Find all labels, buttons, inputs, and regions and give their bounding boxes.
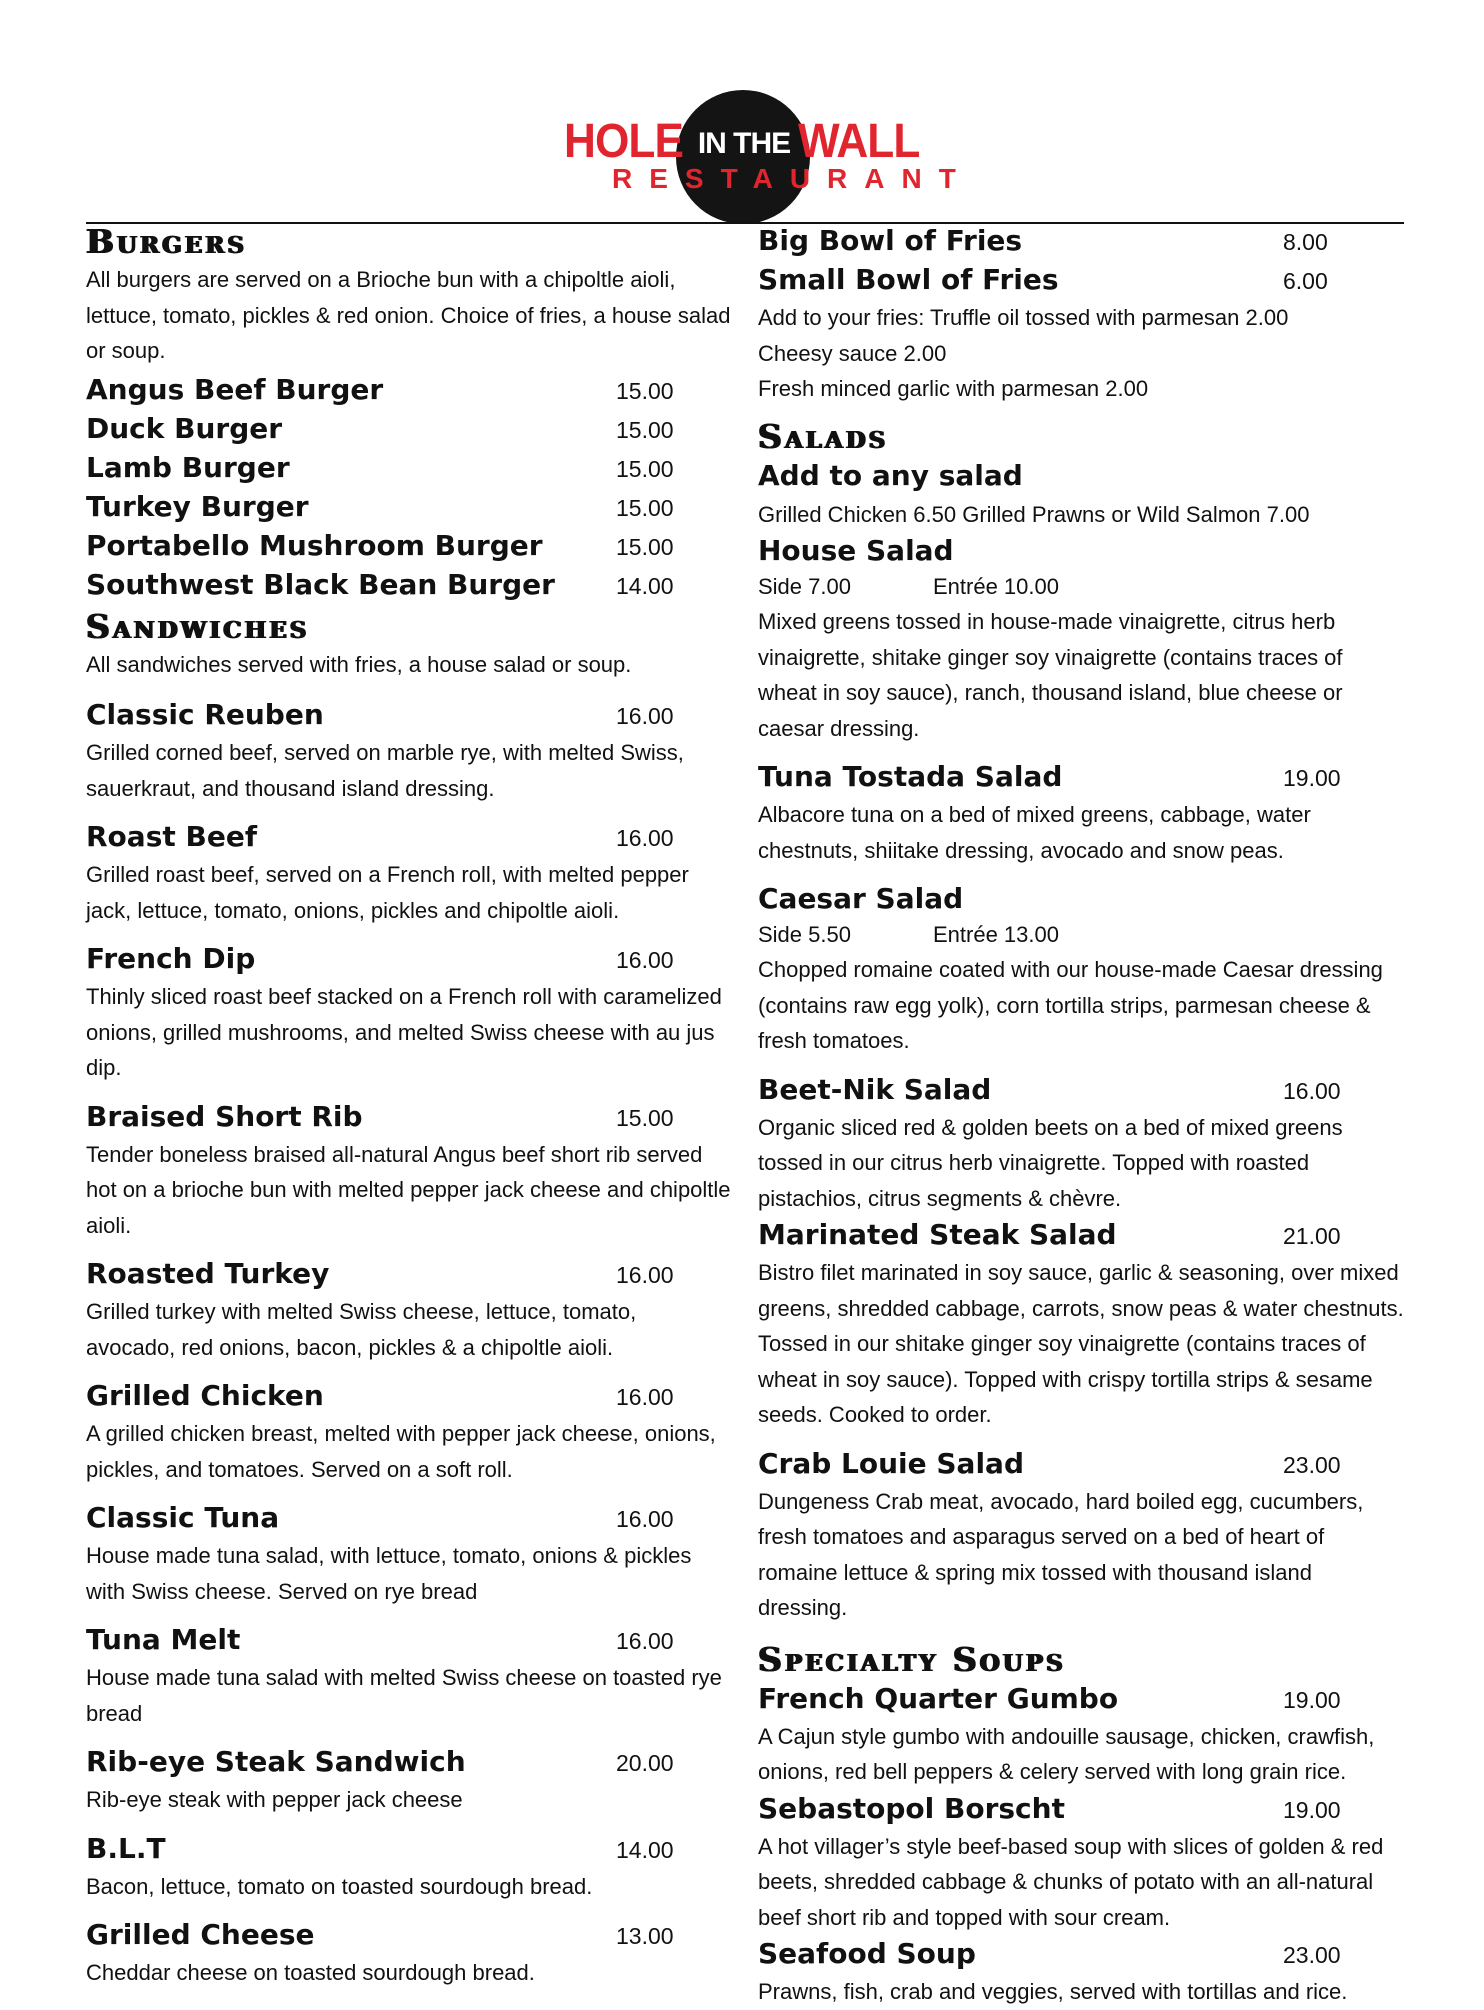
menu-item-small-bowl-of-fries bbox=[758, 261, 1406, 300]
menu-item-angus-beef-burger bbox=[86, 371, 731, 410]
item-price: 16.00 bbox=[616, 1506, 674, 1532]
fries-addon: Add to your fries: Truffle oil tossed with parmesan 2.00 bbox=[758, 305, 1289, 330]
item-name: Roasted Turkey bbox=[86, 1257, 330, 1290]
menu-item-house-salad bbox=[758, 532, 1406, 746]
menu-item-tuna-melt bbox=[86, 1621, 731, 1731]
item-name: Roast Beef bbox=[86, 820, 257, 853]
specialty-soups-section bbox=[758, 1640, 1406, 2010]
logo-word-hole: HOLE bbox=[564, 115, 683, 168]
item-name: Braised Short Rib bbox=[86, 1099, 363, 1133]
item-description: Chopped romaine coated with our house-made Caesar dressing (contains raw egg yolk), corn tortilla strips, parmesan cheese & fresh tomatoes. bbox=[758, 957, 1383, 1053]
fries-section bbox=[758, 222, 1406, 407]
item-description: Grilled roast beef, served on a French roll, with melted pepper jack, lettuce, tomato, onions, pickles and chipoltle aioli. bbox=[86, 862, 689, 923]
item-name: Classic Tuna bbox=[86, 1501, 280, 1534]
item-name: Grilled Cheese bbox=[86, 1918, 315, 1951]
item-description: Albacore tuna on a bed of mixed greens, cabbage, water chestnuts, shiitake dressing, avocado and snow peas. bbox=[758, 802, 1311, 863]
sandwiches-section bbox=[86, 607, 731, 1991]
item-entree-price: Entrée 10.00 bbox=[933, 574, 1059, 599]
item-price: 8.00 bbox=[1283, 229, 1328, 255]
menu-item-southwest-black-bean-burger bbox=[86, 566, 731, 605]
item-name: House Salad bbox=[758, 534, 954, 567]
item-price: 6.00 bbox=[1283, 268, 1328, 294]
menu-item-rib-eye-steak-sandwich bbox=[86, 1743, 731, 1818]
logo-word-in-the: IN THE bbox=[697, 127, 791, 160]
item-name: B.L.T bbox=[86, 1831, 166, 1865]
burgers-intro: All burgers are served on a Brioche bun with a chipoltle aioli, lettuce, tomato, pickles & red onion. Choice of fries, a house salad or soup. bbox=[86, 267, 731, 363]
item-price: 19.00 bbox=[1283, 1796, 1341, 1823]
item-description: Bistro filet marinated in soy sauce, garlic & seasoning, over mixed greens, shredded cabbage, carrots, snow peas & water chestnuts. Tossed in our shitake ginger soy vinaigrette (contains traces of wheat in soy sauce). Topped with crispy tortilla strips & sesame seeds. Cooked to order. bbox=[758, 1260, 1404, 1427]
logo-word-wall: WALL bbox=[798, 115, 920, 168]
section-title-burgers: Burgers bbox=[86, 222, 247, 261]
item-name: Angus Beef Burger bbox=[86, 372, 384, 406]
item-name: Sebastopol Borscht bbox=[758, 1791, 1065, 1825]
fries-addon: Fresh minced garlic with parmesan 2.00 bbox=[758, 376, 1149, 401]
item-description: Mixed greens tossed in house-made vinaigrette, citrus herb vinaigrette, shitake ginger soy vinaigrette (contains traces of wheat in soy sauce), ranch, thousand island, blue cheese or caesar dressing. bbox=[758, 609, 1343, 741]
menu-item-portabello-mushroom-burger bbox=[86, 527, 731, 566]
item-price: 16.00 bbox=[1283, 1077, 1341, 1104]
menu-item-french-quarter-gumbo bbox=[758, 1680, 1406, 1790]
item-description: Dungeness Crab meat, avocado, hard boiled egg, cucumbers, fresh tomatoes and asparagus served on a bed of heart of romaine lettuce & spring mix tossed with thousand island dressing. bbox=[758, 1488, 1364, 1620]
item-price: 16.00 bbox=[616, 703, 674, 729]
section-title-salads: Salads bbox=[758, 416, 889, 456]
menu-item-turkey-burger bbox=[86, 488, 731, 527]
menu-item-lamb-burger bbox=[86, 449, 731, 488]
item-price: 13.00 bbox=[616, 1923, 674, 1949]
item-description: Grilled turkey with melted Swiss cheese, lettuce, tomato, avocado, red onions, bacon, pickles & a chipoltle aioli. bbox=[86, 1299, 637, 1360]
section-title-specialty-soups: Specialty Soups bbox=[758, 1639, 1066, 1679]
item-side-price: Side 5.50 bbox=[758, 922, 851, 947]
menu-item-braised-short-rib bbox=[86, 1098, 731, 1244]
item-name: Grilled Chicken bbox=[86, 1379, 324, 1412]
salads-section bbox=[758, 417, 1406, 1626]
menu-item-grilled-cheese bbox=[86, 1916, 731, 1991]
menu-item-classic-reuben bbox=[86, 696, 731, 806]
item-price: 16.00 bbox=[616, 1262, 674, 1288]
item-name: Tuna Melt bbox=[86, 1623, 241, 1656]
salad-addon-text: Grilled Chicken 6.50 Grilled Prawns or Wild Salmon 7.00 bbox=[758, 501, 1310, 527]
item-name: Lamb Burger bbox=[86, 450, 290, 484]
item-name: Southwest Black Bean Burger bbox=[86, 567, 555, 601]
item-price: 23.00 bbox=[1283, 1451, 1341, 1478]
item-name: Portabello Mushroom Burger bbox=[86, 528, 543, 562]
menu-item-roasted-turkey bbox=[86, 1255, 731, 1365]
item-description: Tender boneless braised all-natural Angus beef short rib served hot on a brioche bun with melted pepper jack cheese and chipoltle aioli. bbox=[86, 1141, 731, 1238]
item-price: 23.00 bbox=[1283, 1942, 1341, 1968]
menu-item-roast-beef bbox=[86, 818, 731, 928]
left-column bbox=[86, 222, 731, 1991]
section-title-sandwiches: Sandwiches bbox=[86, 606, 310, 646]
item-entree-price: Entrée 13.00 bbox=[933, 922, 1059, 947]
sandwiches-intro: All sandwiches served with fries, a house salad or soup. bbox=[86, 651, 632, 677]
item-description: A hot villager’s style beef-based soup with slices of golden & red beets, shredded cabbage & chunks of potato with an all-natural beef short rib and topped with sour cream. bbox=[758, 1833, 1384, 1930]
item-description: House made tuna salad with melted Swiss cheese on toasted rye bread bbox=[86, 1665, 722, 1726]
item-description: Grilled corned beef, served on marble rye, with melted Swiss, sauerkraut, and thousand island dressing. bbox=[86, 740, 684, 801]
item-description: Cheddar cheese on toasted sourdough bread. bbox=[86, 1960, 535, 1985]
item-name: Crab Louie Salad bbox=[758, 1446, 1024, 1480]
menu-item-classic-tuna bbox=[86, 1499, 731, 1609]
menu-item-french-dip bbox=[86, 940, 731, 1086]
menu-item-crab-louie-salad bbox=[758, 1445, 1406, 1626]
menu-item-caesar-salad bbox=[758, 880, 1406, 1059]
item-name: Big Bowl of Fries bbox=[758, 224, 1023, 257]
menu-item-blt bbox=[86, 1830, 731, 1905]
fries-addon: Cheesy sauce 2.00 bbox=[758, 340, 947, 366]
item-price: 15.00 bbox=[616, 377, 674, 404]
item-price: 14.00 bbox=[616, 1836, 674, 1863]
item-description: House made tuna salad, with lettuce, tomato, onions & pickles with Swiss cheese. Served on rye bread bbox=[86, 1543, 692, 1604]
item-name: Small Bowl of Fries bbox=[758, 263, 1059, 296]
item-description: Thinly sliced roast beef stacked on a French roll with caramelized onions, grilled mushrooms, and melted Swiss cheese with au jus dip. bbox=[86, 984, 722, 1080]
item-price: 21.00 bbox=[1283, 1223, 1341, 1249]
logo-word-restaurant: RESTAURANT bbox=[612, 163, 973, 194]
item-side-price: Side 7.00 bbox=[758, 574, 851, 599]
menu-item-tuna-tostada-salad bbox=[758, 758, 1406, 868]
item-price: 16.00 bbox=[616, 947, 674, 973]
right-column bbox=[758, 222, 1406, 2010]
burgers-section bbox=[86, 222, 731, 605]
menu-item-grilled-chicken bbox=[86, 1377, 731, 1487]
burgers-list bbox=[86, 371, 731, 605]
menu-item-duck-burger bbox=[86, 410, 731, 449]
item-description: Rib-eye steak with pepper jack cheese bbox=[86, 1787, 463, 1812]
item-description: Organic sliced red & golden beets on a bed of mixed greens tossed in our citrus herb vinaigrette. Topped with roasted pistachios, citrus segments & chèvre. bbox=[758, 1114, 1343, 1211]
item-description: Bacon, lettuce, tomato on toasted sourdough bread. bbox=[86, 1873, 593, 1899]
item-name: Duck Burger bbox=[86, 411, 283, 445]
item-price: 15.00 bbox=[616, 533, 674, 560]
menu-item-beet-nik-salad bbox=[758, 1071, 1406, 1217]
item-price: 15.00 bbox=[616, 1104, 674, 1131]
item-name: Tuna Tostada Salad bbox=[758, 760, 1063, 793]
item-price: 20.00 bbox=[616, 1750, 674, 1776]
item-price: 16.00 bbox=[616, 825, 674, 851]
item-price: 19.00 bbox=[1283, 765, 1341, 791]
restaurant-logo bbox=[560, 86, 973, 226]
item-name: Beet-Nik Salad bbox=[758, 1072, 992, 1106]
item-description: A grilled chicken breast, melted with pepper jack cheese, onions, pickles, and tomatoes. Served on a soft roll. bbox=[86, 1421, 716, 1482]
item-price: 16.00 bbox=[616, 1628, 674, 1654]
menu-item-sebastopol-borscht bbox=[758, 1790, 1406, 1936]
item-name: Rib-eye Steak Sandwich bbox=[86, 1745, 466, 1778]
item-name: French Quarter Gumbo bbox=[758, 1681, 1119, 1715]
item-price: 15.00 bbox=[616, 494, 674, 521]
item-price: 16.00 bbox=[616, 1384, 674, 1410]
item-price: 15.00 bbox=[616, 455, 674, 482]
item-name: Marinated Steak Salad bbox=[758, 1218, 1117, 1251]
menu-item-big-bowl-of-fries bbox=[758, 222, 1406, 261]
item-price: 15.00 bbox=[616, 416, 674, 443]
item-description: A Cajun style gumbo with andouille sausage, chicken, crawfish, onions, red bell peppers & celery served with long grain rice. bbox=[758, 1723, 1375, 1784]
item-price: 19.00 bbox=[1283, 1686, 1341, 1713]
menu-item-seafood-soup bbox=[758, 1935, 1406, 2010]
menu-item-marinated-steak-salad bbox=[758, 1216, 1406, 1433]
item-name: Classic Reuben bbox=[86, 698, 324, 731]
item-name: Turkey Burger bbox=[86, 489, 309, 523]
item-name: French Dip bbox=[86, 942, 256, 975]
salad-addon-heading: Add to any salad bbox=[758, 458, 1023, 492]
item-price: 14.00 bbox=[616, 572, 674, 599]
item-name: Caesar Salad bbox=[758, 882, 964, 915]
item-name: Seafood Soup bbox=[758, 1937, 976, 1970]
item-description: Prawns, fish, crab and veggies, served with tortillas and rice. bbox=[758, 1979, 1348, 2004]
